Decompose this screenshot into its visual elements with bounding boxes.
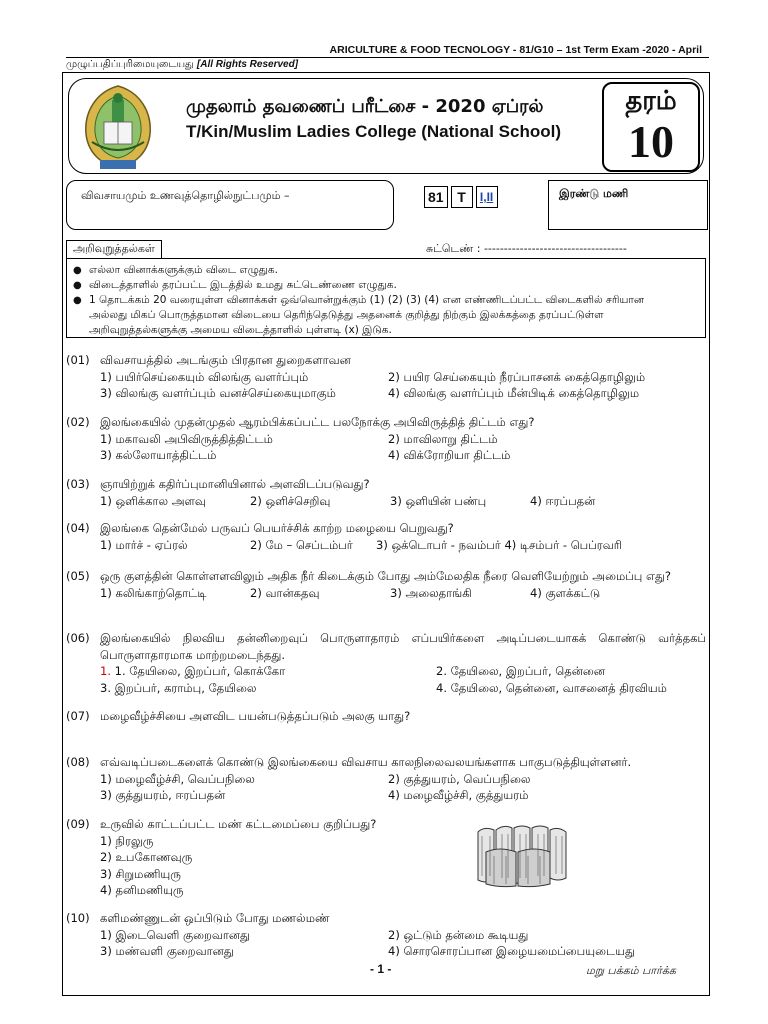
question-text: எவ்வடிப்படைகளைக் கொண்டு இலங்கையை விவசாய காலநிலைவலயங்களாக பாகுபடுத்தியுள்ளனர். <box>100 755 632 769</box>
option: 3) விலங்கு வளர்ப்பும் வனச்செய்கையுமாகும் <box>100 386 336 400</box>
rights-english: [All Rights Reserved] <box>196 59 299 70</box>
question-text: ஞாயிற்றுக் கதிர்ப்புமானியினால் அளவிடப்படுவது? <box>100 477 370 491</box>
option: 1) ஒளிக்கால அளவு <box>100 493 206 508</box>
option: 1) இடைவெளி குறைவானது <box>100 927 251 942</box>
option: 1) மழைவீழ்ச்சி, வெப்பநிலை <box>100 771 255 786</box>
instruction-item: ● எல்லா வினாக்களுக்கும் விடை எழுதுக. <box>89 263 697 278</box>
option: 1) மார்ச் - ஏப்ரல் <box>100 537 188 552</box>
instruction-item: ● விடைத்தாளில் தரப்பட்ட இடத்தில் உமது சுட்டெண்ணை எழுதுக. <box>89 278 697 293</box>
option: 4) ஈரப்பதன் <box>530 493 596 508</box>
question-text: இலங்கையில் நிலவிய தன்னிறைவுப் பொருளாதாரம் எப்பயிர்களை அடிப்படையாகக் கொண்டு வர்த்தகப் பொருளாதாரமாக மாற்றமடைந்தது. <box>100 631 706 662</box>
question-7 <box>66 708 706 725</box>
question-number: (01) <box>66 353 90 367</box>
question-text: இலங்கையில் முதன்முதல் ஆரம்பிக்கப்பட்ட பலநோக்கு அபிவிருத்தித் திட்டம் எது? <box>100 415 535 429</box>
question-5 <box>66 568 706 601</box>
grade-number: 10 <box>628 116 674 167</box>
option: 3) குத்துயரம், ஈரப்பதன் <box>100 788 226 802</box>
course-line: ARICULTURE & FOOD TECNOLOGY - 81/G10 – 1st Term Exam -2020 - April <box>329 44 702 56</box>
duration-box <box>548 180 708 230</box>
question-9 <box>66 816 706 899</box>
question-number: (07) <box>66 709 90 723</box>
question-text: உருவில் காட்டப்பட்ட மண் கட்டமைப்பை குறிப்பது? <box>100 817 377 831</box>
question-3 <box>66 476 706 509</box>
question-2 <box>66 414 706 464</box>
instruction-continuation: அறிவுறுத்தல்களுக்கு அமைய விடைத்தாளில் புள்ளடி (x) இடுக. <box>89 324 392 336</box>
option: 2) ஒளிச்செறிவு <box>250 493 331 508</box>
option: 3) ஒக்டொபர் - நவம்பர் 4) டிசம்பர் - பெப்ரவரி <box>376 537 622 552</box>
question-text: விவசாயத்தில் அடங்கும் பிரதான துறைகளாவன <box>100 353 351 367</box>
question-text: இலங்கை தென்மேல் பருவப் பெயர்ச்சிக் காற்ற மழையை பெறுவது? <box>100 521 454 535</box>
question-number: (06) <box>66 631 90 645</box>
question-4 <box>66 520 706 553</box>
subject-name: விவசாயமும் உணவுத்தொழில்நுட்பமும் – <box>81 189 290 202</box>
question-number: (10) <box>66 911 90 925</box>
option: 1) பயிர்செய்கையும் விலங்கு வளர்ப்பும் <box>100 369 309 384</box>
code-number: 81 <box>424 186 448 208</box>
code-letter: T <box>451 186 473 208</box>
option: 1) மகாவலி அபிவிருத்தித்திட்டம் <box>100 431 273 446</box>
instruction-continuation: அல்லது மிகப் பொருத்தமான விடையை தெரிந்தெடுத்து அதனைக் குறித்து நிற்கும் இலக்கத்தை தரப்பட்டுள்ள <box>89 309 604 321</box>
question-text: மழைவீழ்ச்சியை அளவிட பயன்படுத்தப்படும் அலகு யாது? <box>100 709 411 723</box>
grade-box <box>602 82 700 172</box>
option: 4) விலங்கு வளர்ப்பும் மீன்பிடிக் கைத்தொழிலும <box>388 386 640 400</box>
option: 3) அலைதாங்கி <box>390 585 472 600</box>
option: 2. தேயிலை, இறப்பர், தென்னை <box>436 664 605 678</box>
option: 2) குத்துயரம், வெப்பநிலை <box>388 771 531 786</box>
option: 4) குளக்கட்டு <box>530 585 601 600</box>
header-rule <box>66 57 709 58</box>
option: 4) விக்ரோறியா திட்டம் <box>388 448 511 462</box>
option: 2) மே – செப்டம்பர் <box>250 537 353 552</box>
code-parts: I,II <box>476 186 498 208</box>
subject-box <box>66 180 394 230</box>
option: 2) பயிர செய்கையும் நீரப்பாசனக் கைத்தொழிலும் <box>388 369 646 384</box>
option: 3) கல்லோயாத்திட்டம் <box>100 448 217 462</box>
instructions-label: அறிவுறுத்தல்கள் <box>66 240 162 259</box>
index-number-field: சுட்டெண் : ------------------------------------ <box>426 242 627 255</box>
question-8 <box>66 754 706 804</box>
option: 4) தனிமணியுரு <box>100 883 184 897</box>
soil-structure-image <box>470 822 572 888</box>
option: 1. 1. தேயிலை, இறப்பர், கொக்கோ <box>100 664 286 678</box>
question-6 <box>66 630 706 696</box>
question-number: (05) <box>66 569 90 583</box>
next-page-note: மறு பக்கம் பார்க்க <box>586 964 676 977</box>
option: 3) ஒளியின் பண்பு <box>390 493 487 508</box>
question-number: (09) <box>66 817 90 831</box>
option: 3) சிறுமணியுரு <box>100 866 181 881</box>
question-1 <box>66 352 706 402</box>
question-number: (04) <box>66 521 90 535</box>
question-10 <box>66 910 706 960</box>
option: 4) சொரசொரப்பான இழையமைப்பையுடையது <box>388 944 635 958</box>
option: 3) மண்வளி குறைவானது <box>100 944 234 958</box>
duration: இரண்டு மணி <box>559 187 629 200</box>
question-number: (02) <box>66 415 90 429</box>
option: 1) நிரலுரு <box>100 833 154 848</box>
option: 2) உபகோணவுரு <box>100 850 193 864</box>
question-text: ஒரு குளத்தின் கொள்ளளவிலும் அதிக நீர் கிடைக்கும் போது அம்மேலதிக நீரை வெளியேற்றும் அமைப்பு எது? <box>100 569 672 583</box>
option: 1) கலிங்காற்தொட்டி <box>100 585 207 600</box>
question-number: (08) <box>66 755 90 769</box>
option: 4) மழைவீழ்ச்சி, குத்துயரம் <box>388 788 529 802</box>
question-number: (03) <box>66 477 90 491</box>
page-number: - 1 - <box>370 962 392 976</box>
option: 3. இறப்பர், கராம்பு, தேயிலை <box>100 680 257 695</box>
college-name: T/Kin/Muslim Ladies College (National School) <box>186 122 561 141</box>
paper-code <box>424 186 498 208</box>
option: 2) ஒட்டும் தன்மை கூடியது <box>388 927 529 942</box>
rights-line <box>66 59 298 71</box>
instructions-box <box>66 258 706 338</box>
instruction-item: ● 1 தொடக்கம் 20 வரையுள்ள வினாக்கள் ஒவ்வொன்றுக்கும் (1) (2) (3) (4) என எண்ணிடப்பட்ட விடைகளில் சரியான <box>89 293 697 308</box>
option: 2) வான்கதவு <box>250 585 320 600</box>
option: 2) மாவிலாறு திட்டம் <box>388 431 498 446</box>
option: 4. தேயிலை, தென்னை, வாசனைத் திரவியம் <box>436 680 667 695</box>
rights-tamil: முழுப்பதிப்புரிமையுடையது <box>66 59 194 70</box>
college-logo-icon <box>78 82 158 172</box>
grade-word: தரம் <box>625 86 677 116</box>
option-text: 1. தேயிலை, இறப்பர், கொக்கோ <box>114 664 286 678</box>
exam-title: முதலாம் தவணைப் பரீட்சை - 2020 ஏப்ரல் <box>186 96 544 117</box>
question-text: களிமண்ணுடன் ஒப்பிடும் போது மணல்மண் <box>100 911 330 925</box>
